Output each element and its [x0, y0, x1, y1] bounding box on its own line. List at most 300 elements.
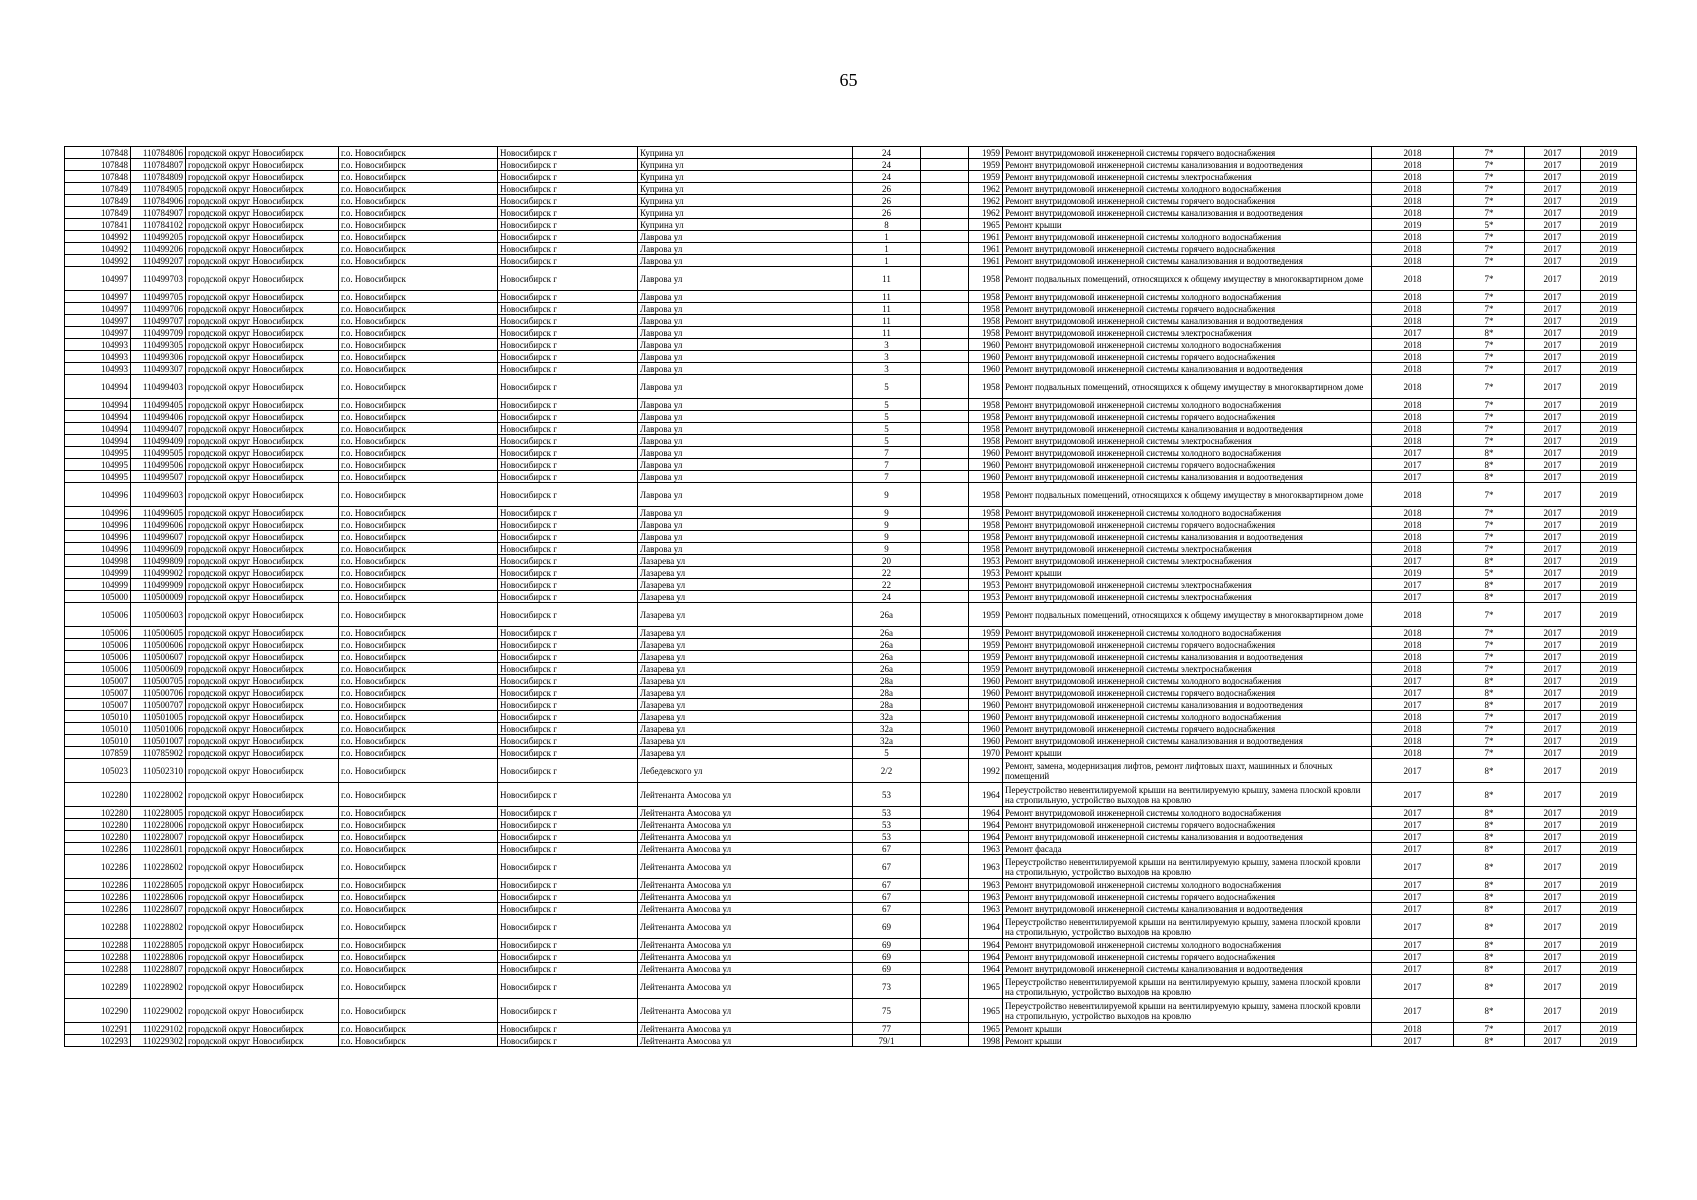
work-id-cell: 110499703	[131, 267, 186, 291]
construction-year-cell: 1992	[969, 759, 1003, 783]
construction-year-cell: 1961	[969, 243, 1003, 255]
period-end-cell: 2019	[1581, 327, 1637, 339]
municipality-cell: г.о. Новосибирск	[339, 183, 498, 195]
street-cell: Лаврова ул	[638, 303, 853, 315]
work-type-cell: Ремонт внутридомовой инженерной системы горячего водоснабжения	[1003, 351, 1372, 363]
planned-year-cell: 2018	[1372, 651, 1454, 663]
work-id-cell: 110500707	[131, 699, 186, 711]
priority-cell: 8*	[1454, 963, 1525, 975]
house-id-cell: 104994	[65, 375, 131, 399]
work-id-cell: 110784806	[131, 147, 186, 159]
house-id-cell: 105006	[65, 639, 131, 651]
period-start-cell: 2017	[1525, 447, 1581, 459]
municipal-district-cell: городской округ Новосибирск	[186, 699, 339, 711]
municipal-district-cell: городской округ Новосибирск	[186, 1023, 339, 1035]
building-cell	[921, 723, 969, 735]
work-id-cell: 110499403	[131, 375, 186, 399]
period-start-cell: 2017	[1525, 507, 1581, 519]
planned-year-cell: 2018	[1372, 663, 1454, 675]
municipality-cell: г.о. Новосибирск	[339, 879, 498, 891]
planned-year-cell: 2017	[1372, 1035, 1454, 1047]
construction-year-cell: 1960	[969, 471, 1003, 483]
work-id-cell: 110500706	[131, 687, 186, 699]
priority-cell: 7*	[1454, 483, 1525, 507]
street-cell: Лейтенанта Амосова ул	[638, 879, 853, 891]
table-row	[65, 171, 1637, 183]
period-end-cell: 2019	[1581, 315, 1637, 327]
table-row	[65, 951, 1637, 963]
period-start-cell: 2017	[1525, 855, 1581, 879]
municipal-district-cell: городской округ Новосибирск	[186, 975, 339, 999]
work-id-cell: 110228802	[131, 915, 186, 939]
priority-cell: 7*	[1454, 255, 1525, 267]
construction-year-cell: 1958	[969, 375, 1003, 399]
street-cell: Лаврова ул	[638, 447, 853, 459]
work-type-cell: Ремонт внутридомовой инженерной системы холодного водоснабжения	[1003, 627, 1372, 639]
street-cell: Лаврова ул	[638, 363, 853, 375]
municipality-cell: г.о. Новосибирск	[339, 375, 498, 399]
municipal-district-cell: городской округ Новосибирск	[186, 747, 339, 759]
construction-year-cell: 1959	[969, 171, 1003, 183]
house-id-cell: 104995	[65, 459, 131, 471]
locality-cell: Новосибирск г	[498, 507, 638, 519]
planned-year-cell: 2017	[1372, 687, 1454, 699]
planned-year-cell: 2017	[1372, 903, 1454, 915]
period-end-cell: 2019	[1581, 591, 1637, 603]
house-number-cell: 67	[853, 903, 921, 915]
municipality-cell: г.о. Новосибирск	[339, 447, 498, 459]
period-start-cell: 2017	[1525, 939, 1581, 951]
work-id-cell: 110500605	[131, 627, 186, 639]
house-number-cell: 26а	[853, 603, 921, 627]
building-cell	[921, 891, 969, 903]
construction-year-cell: 1970	[969, 747, 1003, 759]
locality-cell: Новосибирск г	[498, 1023, 638, 1035]
street-cell: Лейтенанта Амосова ул	[638, 1035, 853, 1047]
house-number-cell: 11	[853, 315, 921, 327]
period-end-cell: 2019	[1581, 459, 1637, 471]
municipal-district-cell: городской округ Новосибирск	[186, 231, 339, 243]
street-cell: Лаврова ул	[638, 243, 853, 255]
street-cell: Лейтенанта Амосова ул	[638, 951, 853, 963]
work-id-cell: 110499406	[131, 411, 186, 423]
street-cell: Лейтенанта Амосова ул	[638, 939, 853, 951]
municipality-cell: г.о. Новосибирск	[339, 663, 498, 675]
period-start-cell: 2017	[1525, 207, 1581, 219]
municipality-cell: г.о. Новосибирск	[339, 1035, 498, 1047]
period-end-cell: 2019	[1581, 903, 1637, 915]
municipal-district-cell: городской округ Новосибирск	[186, 315, 339, 327]
house-number-cell: 26а	[853, 627, 921, 639]
municipality-cell: г.о. Новосибирск	[339, 219, 498, 231]
work-id-cell: 110501006	[131, 723, 186, 735]
house-id-cell: 105006	[65, 651, 131, 663]
municipal-district-cell: городской округ Новосибирск	[186, 519, 339, 531]
priority-cell: 7*	[1454, 267, 1525, 291]
locality-cell: Новосибирск г	[498, 339, 638, 351]
table-row	[65, 1023, 1637, 1035]
municipality-cell: г.о. Новосибирск	[339, 999, 498, 1023]
locality-cell: Новосибирск г	[498, 591, 638, 603]
municipal-district-cell: городской округ Новосибирск	[186, 435, 339, 447]
priority-cell: 7*	[1454, 735, 1525, 747]
work-type-cell: Ремонт внутридомовой инженерной системы горячего водоснабжения	[1003, 723, 1372, 735]
house-number-cell: 26	[853, 183, 921, 195]
construction-year-cell: 1964	[969, 819, 1003, 831]
work-id-cell: 110499705	[131, 291, 186, 303]
work-id-cell: 110499607	[131, 531, 186, 543]
table-row	[65, 591, 1637, 603]
locality-cell: Новосибирск г	[498, 783, 638, 807]
municipality-cell: г.о. Новосибирск	[339, 159, 498, 171]
priority-cell: 8*	[1454, 459, 1525, 471]
house-number-cell: 53	[853, 807, 921, 819]
locality-cell: Новосибирск г	[498, 291, 638, 303]
municipal-district-cell: городской округ Новосибирск	[186, 423, 339, 435]
house-number-cell: 11	[853, 291, 921, 303]
period-start-cell: 2017	[1525, 339, 1581, 351]
house-id-cell: 105000	[65, 591, 131, 603]
priority-cell: 8*	[1454, 855, 1525, 879]
work-id-cell: 110784905	[131, 183, 186, 195]
street-cell: Лаврова ул	[638, 231, 853, 243]
table-row	[65, 303, 1637, 315]
construction-year-cell: 1959	[969, 663, 1003, 675]
work-type-cell: Ремонт внутридомовой инженерной системы канализования и водоотведения	[1003, 531, 1372, 543]
municipality-cell: г.о. Новосибирск	[339, 231, 498, 243]
building-cell	[921, 915, 969, 939]
construction-year-cell: 1953	[969, 591, 1003, 603]
construction-year-cell: 1998	[969, 1035, 1003, 1047]
table-row	[65, 447, 1637, 459]
priority-cell: 8*	[1454, 555, 1525, 567]
construction-year-cell: 1963	[969, 843, 1003, 855]
planned-year-cell: 2017	[1372, 555, 1454, 567]
period-start-cell: 2017	[1525, 639, 1581, 651]
construction-year-cell: 1964	[969, 831, 1003, 843]
house-number-cell: 53	[853, 831, 921, 843]
priority-cell: 7*	[1454, 183, 1525, 195]
municipality-cell: г.о. Новосибирск	[339, 471, 498, 483]
period-start-cell: 2017	[1525, 759, 1581, 783]
construction-year-cell: 1958	[969, 315, 1003, 327]
building-cell	[921, 459, 969, 471]
municipal-district-cell: городской округ Новосибирск	[186, 399, 339, 411]
municipality-cell: г.о. Новосибирск	[339, 363, 498, 375]
street-cell: Лазарева ул	[638, 735, 853, 747]
period-end-cell: 2019	[1581, 831, 1637, 843]
construction-year-cell: 1963	[969, 903, 1003, 915]
construction-year-cell: 1960	[969, 351, 1003, 363]
locality-cell: Новосибирск г	[498, 807, 638, 819]
street-cell: Лаврова ул	[638, 399, 853, 411]
work-type-cell: Ремонт внутридомовой инженерной системы холодного водоснабжения	[1003, 879, 1372, 891]
building-cell	[921, 1035, 969, 1047]
house-number-cell: 22	[853, 567, 921, 579]
municipality-cell: г.о. Новосибирск	[339, 567, 498, 579]
municipality-cell: г.о. Новосибирск	[339, 1023, 498, 1035]
house-id-cell: 102286	[65, 855, 131, 879]
house-id-cell: 105006	[65, 603, 131, 627]
municipality-cell: г.о. Новосибирск	[339, 411, 498, 423]
period-end-cell: 2019	[1581, 507, 1637, 519]
period-end-cell: 2019	[1581, 999, 1637, 1023]
priority-cell: 8*	[1454, 759, 1525, 783]
period-start-cell: 2017	[1525, 327, 1581, 339]
municipality-cell: г.о. Новосибирск	[339, 975, 498, 999]
house-number-cell: 9	[853, 519, 921, 531]
locality-cell: Новосибирск г	[498, 759, 638, 783]
house-number-cell: 24	[853, 159, 921, 171]
house-id-cell: 107849	[65, 207, 131, 219]
locality-cell: Новосибирск г	[498, 891, 638, 903]
planned-year-cell: 2019	[1372, 567, 1454, 579]
construction-year-cell: 1958	[969, 435, 1003, 447]
house-number-cell: 53	[853, 783, 921, 807]
work-type-cell: Ремонт внутридомовой инженерной системы электроснабжения	[1003, 555, 1372, 567]
building-cell	[921, 195, 969, 207]
building-cell	[921, 399, 969, 411]
building-cell	[921, 579, 969, 591]
locality-cell: Новосибирск г	[498, 531, 638, 543]
locality-cell: Новосибирск г	[498, 855, 638, 879]
house-id-cell: 105010	[65, 711, 131, 723]
house-number-cell: 9	[853, 531, 921, 543]
construction-year-cell: 1953	[969, 567, 1003, 579]
planned-year-cell: 2017	[1372, 963, 1454, 975]
building-cell	[921, 687, 969, 699]
work-type-cell: Переустройство невентилируемой крыши на вентилируемую крышу, замена плоской кровли на стропильную, устройство выходов на кровлю	[1003, 915, 1372, 939]
locality-cell: Новосибирск г	[498, 555, 638, 567]
work-id-cell: 110499207	[131, 255, 186, 267]
planned-year-cell: 2018	[1372, 375, 1454, 399]
planned-year-cell: 2017	[1372, 327, 1454, 339]
table-body	[65, 147, 1637, 1047]
table-row	[65, 975, 1637, 999]
municipal-district-cell: городской округ Новосибирск	[186, 159, 339, 171]
construction-year-cell: 1958	[969, 531, 1003, 543]
period-end-cell: 2019	[1581, 351, 1637, 363]
street-cell: Лаврова ул	[638, 435, 853, 447]
work-type-cell: Ремонт внутридомовой инженерной системы горячего водоснабжения	[1003, 639, 1372, 651]
house-number-cell: 69	[853, 939, 921, 951]
period-end-cell: 2019	[1581, 723, 1637, 735]
period-start-cell: 2017	[1525, 591, 1581, 603]
period-start-cell: 2017	[1525, 567, 1581, 579]
street-cell: Куприна ул	[638, 147, 853, 159]
municipal-district-cell: городской округ Новосибирск	[186, 567, 339, 579]
municipality-cell: г.о. Новосибирск	[339, 339, 498, 351]
building-cell	[921, 471, 969, 483]
house-id-cell: 107859	[65, 747, 131, 759]
locality-cell: Новосибирск г	[498, 459, 638, 471]
planned-year-cell: 2018	[1372, 627, 1454, 639]
work-id-cell: 110499305	[131, 339, 186, 351]
priority-cell: 7*	[1454, 231, 1525, 243]
locality-cell: Новосибирск г	[498, 219, 638, 231]
priority-cell: 8*	[1454, 783, 1525, 807]
planned-year-cell: 2018	[1372, 195, 1454, 207]
period-start-cell: 2017	[1525, 291, 1581, 303]
priority-cell: 7*	[1454, 171, 1525, 183]
construction-year-cell: 1959	[969, 651, 1003, 663]
work-id-cell: 110228007	[131, 831, 186, 843]
building-cell	[921, 531, 969, 543]
locality-cell: Новосибирск г	[498, 195, 638, 207]
planned-year-cell: 2018	[1372, 711, 1454, 723]
work-type-cell: Ремонт внутридомовой инженерной системы холодного водоснабжения	[1003, 183, 1372, 195]
table-row	[65, 531, 1637, 543]
house-id-cell: 107848	[65, 147, 131, 159]
municipality-cell: г.о. Новосибирск	[339, 843, 498, 855]
page-number: 65	[839, 70, 858, 90]
work-type-cell: Ремонт внутридомовой инженерной системы холодного водоснабжения	[1003, 675, 1372, 687]
municipality-cell: г.о. Новосибирск	[339, 207, 498, 219]
table-row	[65, 555, 1637, 567]
work-id-cell: 110228602	[131, 855, 186, 879]
priority-cell: 7*	[1454, 723, 1525, 735]
locality-cell: Новосибирск г	[498, 399, 638, 411]
municipality-cell: г.о. Новосибирск	[339, 891, 498, 903]
table-row	[65, 723, 1637, 735]
locality-cell: Новосибирск г	[498, 675, 638, 687]
period-start-cell: 2017	[1525, 843, 1581, 855]
construction-year-cell: 1958	[969, 267, 1003, 291]
work-id-cell: 110228605	[131, 879, 186, 891]
building-cell	[921, 291, 969, 303]
construction-year-cell: 1953	[969, 555, 1003, 567]
work-type-cell: Переустройство невентилируемой крыши на вентилируемую крышу, замена плоской кровли на стропильную, устройство выходов на кровлю	[1003, 999, 1372, 1023]
planned-year-cell: 2018	[1372, 147, 1454, 159]
municipality-cell: г.о. Новосибирск	[339, 459, 498, 471]
house-id-cell: 104994	[65, 435, 131, 447]
work-id-cell: 110499909	[131, 579, 186, 591]
period-end-cell: 2019	[1581, 363, 1637, 375]
work-type-cell: Ремонт внутридомовой инженерной системы горячего водоснабжения	[1003, 459, 1372, 471]
municipal-district-cell: городской округ Новосибирск	[186, 543, 339, 555]
street-cell: Лейтенанта Амосова ул	[638, 891, 853, 903]
table-row	[65, 339, 1637, 351]
work-id-cell: 110499809	[131, 555, 186, 567]
street-cell: Лазарева ул	[638, 627, 853, 639]
municipality-cell: г.о. Новосибирск	[339, 591, 498, 603]
work-type-cell: Переустройство невентилируемой крыши на вентилируемую крышу, замена плоской кровли на стропильную, устройство выходов на кровлю	[1003, 783, 1372, 807]
priority-cell: 7*	[1454, 639, 1525, 651]
work-type-cell: Ремонт крыши	[1003, 747, 1372, 759]
period-end-cell: 2019	[1581, 963, 1637, 975]
municipal-district-cell: городской округ Новосибирск	[186, 303, 339, 315]
municipality-cell: г.о. Новосибирск	[339, 507, 498, 519]
house-number-cell: 11	[853, 303, 921, 315]
street-cell: Лазарева ул	[638, 699, 853, 711]
work-id-cell: 110499507	[131, 471, 186, 483]
period-start-cell: 2017	[1525, 915, 1581, 939]
house-id-cell: 107848	[65, 171, 131, 183]
house-number-cell: 5	[853, 423, 921, 435]
construction-year-cell: 1963	[969, 891, 1003, 903]
work-type-cell: Ремонт внутридомовой инженерной системы холодного водоснабжения	[1003, 339, 1372, 351]
priority-cell: 7*	[1454, 543, 1525, 555]
work-id-cell: 110229002	[131, 999, 186, 1023]
house-id-cell: 104995	[65, 447, 131, 459]
construction-year-cell: 1959	[969, 639, 1003, 651]
planned-year-cell: 2018	[1372, 531, 1454, 543]
house-id-cell: 104996	[65, 519, 131, 531]
planned-year-cell: 2018	[1372, 255, 1454, 267]
house-number-cell: 32а	[853, 735, 921, 747]
building-cell	[921, 363, 969, 375]
table-row	[65, 699, 1637, 711]
table-row	[65, 735, 1637, 747]
planned-year-cell: 2018	[1372, 303, 1454, 315]
construction-year-cell: 1958	[969, 399, 1003, 411]
period-start-cell: 2017	[1525, 423, 1581, 435]
locality-cell: Новосибирск г	[498, 147, 638, 159]
street-cell: Лаврова ул	[638, 339, 853, 351]
planned-year-cell: 2018	[1372, 735, 1454, 747]
table-row	[65, 363, 1637, 375]
priority-cell: 7*	[1454, 351, 1525, 363]
building-cell	[921, 411, 969, 423]
locality-cell: Новосибирск г	[498, 843, 638, 855]
street-cell: Лебедевского ул	[638, 759, 853, 783]
municipal-district-cell: городской округ Новосибирск	[186, 759, 339, 783]
municipality-cell: г.о. Новосибирск	[339, 267, 498, 291]
locality-cell: Новосибирск г	[498, 831, 638, 843]
period-end-cell: 2019	[1581, 399, 1637, 411]
construction-year-cell: 1960	[969, 723, 1003, 735]
municipality-cell: г.о. Новосибирск	[339, 291, 498, 303]
locality-cell: Новосибирск г	[498, 651, 638, 663]
house-number-cell: 5	[853, 435, 921, 447]
municipality-cell: г.о. Новосибирск	[339, 759, 498, 783]
planned-year-cell: 2018	[1372, 207, 1454, 219]
priority-cell: 8*	[1454, 1035, 1525, 1047]
period-end-cell: 2019	[1581, 471, 1637, 483]
construction-year-cell: 1964	[969, 915, 1003, 939]
building-cell	[921, 903, 969, 915]
locality-cell: Новосибирск г	[498, 411, 638, 423]
work-type-cell: Ремонт внутридомовой инженерной системы горячего водоснабжения	[1003, 411, 1372, 423]
period-end-cell: 2019	[1581, 891, 1637, 903]
municipal-district-cell: городской округ Новосибирск	[186, 639, 339, 651]
construction-year-cell: 1958	[969, 483, 1003, 507]
municipality-cell: г.о. Новосибирск	[339, 699, 498, 711]
locality-cell: Новосибирск г	[498, 303, 638, 315]
municipal-district-cell: городской округ Новосибирск	[186, 195, 339, 207]
locality-cell: Новосибирск г	[498, 423, 638, 435]
priority-cell: 8*	[1454, 999, 1525, 1023]
work-type-cell: Ремонт подвальных помещений, относящихся к общему имуществу в многоквартирном доме	[1003, 375, 1372, 399]
house-number-cell: 73	[853, 975, 921, 999]
period-start-cell: 2017	[1525, 471, 1581, 483]
period-end-cell: 2019	[1581, 567, 1637, 579]
construction-year-cell: 1961	[969, 255, 1003, 267]
planned-year-cell: 2017	[1372, 807, 1454, 819]
work-id-cell: 110501005	[131, 711, 186, 723]
municipality-cell: г.о. Новосибирск	[339, 315, 498, 327]
house-id-cell: 102286	[65, 843, 131, 855]
house-number-cell: 67	[853, 843, 921, 855]
municipal-district-cell: городской округ Новосибирск	[186, 939, 339, 951]
work-type-cell: Ремонт внутридомовой инженерной системы канализования и водоотведения	[1003, 903, 1372, 915]
house-id-cell: 104995	[65, 471, 131, 483]
period-end-cell: 2019	[1581, 783, 1637, 807]
priority-cell: 8*	[1454, 939, 1525, 951]
building-cell	[921, 567, 969, 579]
locality-cell: Новосибирск г	[498, 159, 638, 171]
locality-cell: Новосибирск г	[498, 963, 638, 975]
